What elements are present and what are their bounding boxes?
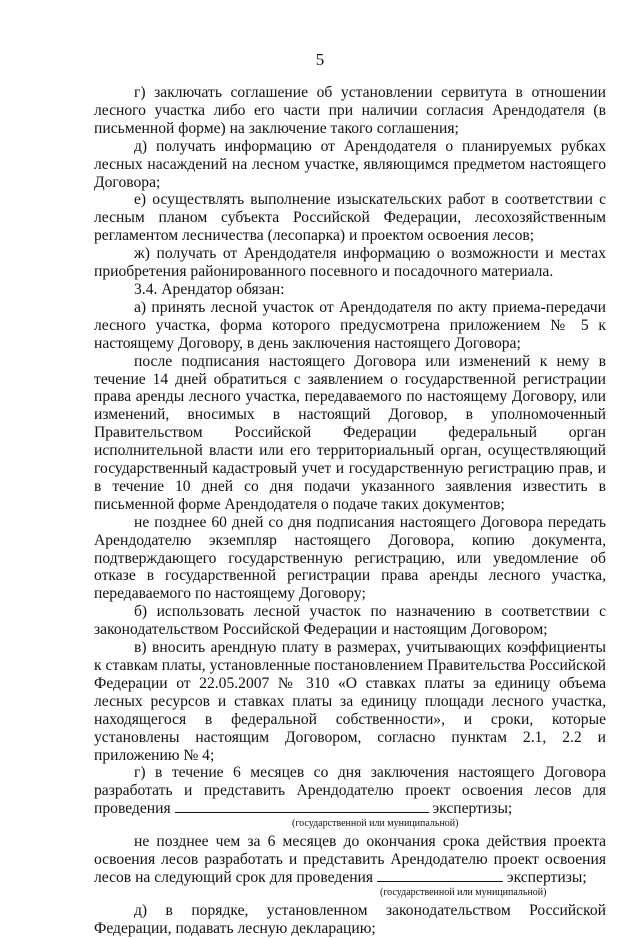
field-caption-2: (государственной или муниципальной)	[380, 886, 547, 898]
paragraph-next-term-text-end: экспертизы;	[506, 868, 587, 886]
expertise-type-field[interactable]	[175, 800, 429, 813]
document-body	[94, 84, 606, 938]
paragraph-b-use-plot: б) использовать лесной участок по назначению в соответствии с законодательством Российской Федерации и настоящим Договором;	[94, 603, 606, 639]
paragraph-next-term-text: не позднее чем за 6 месяцев до окончания срока действия проекта освоения лесов разработать и представить Арендодателю проект освоения лесов на следующий срок для проведения	[94, 833, 606, 886]
field-caption: (государственной или муниципальной)	[292, 818, 459, 830]
paragraph-g-servitude: г) заключать соглашение об установлении сервитута в отношении лесного участка либо его части при наличии согласия Арендодателя (в письменной форме) на заключение такого соглашения;	[94, 84, 606, 137]
paragraph-v-rent-payment: в) вносить арендную плату в размерах, учитывающих коэффициенты к ставкам платы, установленные постановлением Правительства Российской Федерации от 22.05.2007 № 310 «О ставках платы за единицу объема лесных ресурсов и ставках платы за единицу площади лесного участка, находящегося в федеральной собственности», и сроки, которые установлены настоящим Договором, согласно пунктам 2.1, 2.2 и приложению № 4;	[94, 639, 606, 764]
paragraph-state-registration: после подписания настоящего Договора или изменений к нему в течение 14 дней обратиться с заявлением о государственной регистрации права аренды лесного участка, передаваемого по настоящему Договору, или изменений, вносимых в настоящий Договор, в уполномоченный Правительством Российской Федерации федеральный орган исполнительной власти или его территориальный орган, осуществляющий государственный кадастровый учет и государственную регистрацию прав, и в течение 10 дней со дня подачи указанного заявления известить в письменной форме Арендодателя о подаче таких документов;	[94, 352, 606, 513]
expertise-type-field-2[interactable]	[377, 869, 503, 882]
section-heading-3-4: 3.4. Арендатор обязан:	[134, 280, 285, 298]
paragraph-g-text-end: экспертизы;	[432, 800, 513, 818]
paragraph-e-survey-works: е) осуществлять выполнение изыскательских работ в соответствии с лесным планом субъекта Российской Федерации, лесохозяйственным регламентом лесничества (лесопарка) и проектом освоения лесов;	[94, 191, 606, 245]
paragraph-60-days: не позднее 60 дней со дня подписания настоящего Договора передать Арендодателю экземпляр настоящего Договора, копию документа, подтверждающего государственную регистрацию, или уведомление об отказе в государственной регистрации права аренды лесного участка, передаваемого по настоящему Договору;	[94, 513, 606, 603]
paragraph-zh-seed-material: ж) получать от Арендодателя информацию о возможности и местах приобретения районированного посевного и посадочного материала.	[94, 245, 606, 281]
paragraph-d-info-cuttings: д) получать информацию от Арендодателя о планируемых рубках лесных насаждений на лесном участке, являющимся предметом настоящего Договора;	[94, 137, 606, 191]
paragraph-next-term-project	[94, 833, 606, 887]
paragraph-g-forest-project	[94, 764, 606, 818]
paragraph-a-accept-plot: а) принять лесной участок от Арендодателя по акту приема-передачи лесного участка, форма которого предусмотрена приложением № 5 к настоящему Договору, в день заключения настоящего Договора;	[94, 298, 606, 352]
paragraph-d-declaration: д) в порядке, установленном законодательством Российской Федерации, подавать лесную декларацию;	[94, 901, 606, 937]
paragraph-g-text: г) в течение 6 месяцев со дня заключения настоящего Договора разработать и представить Арендодателю проект освоения лесов для проведения	[94, 764, 606, 818]
page-number: 5	[315, 50, 325, 69]
